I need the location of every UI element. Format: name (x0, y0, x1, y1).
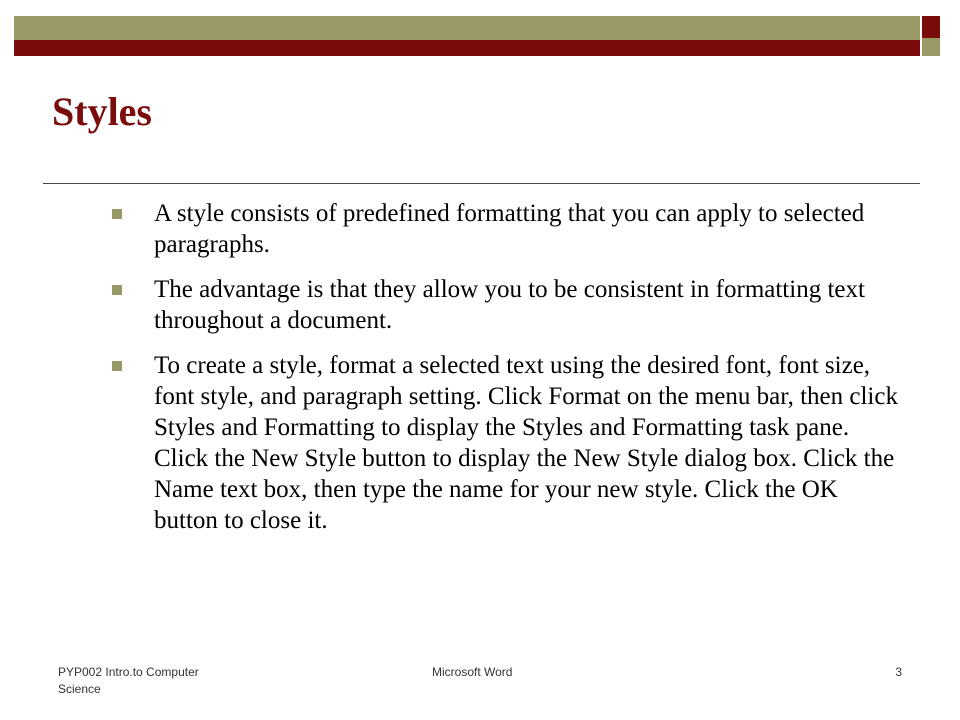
bullet-list (106, 198, 906, 550)
footer-topic: Microsoft Word (432, 665, 513, 679)
square-bullet-icon (112, 209, 122, 219)
header-band-red (14, 40, 920, 56)
corner-square-olive (922, 38, 940, 56)
header-band-olive (14, 16, 920, 42)
bullet-text: The advantage is that they allow you to be consistent in formatting text throughout a document. (154, 276, 865, 334)
title-divider (43, 183, 920, 184)
slide-number: 3 (895, 665, 902, 679)
bullet-item (106, 350, 906, 536)
bullet-item (106, 274, 906, 336)
square-bullet-icon (112, 361, 122, 371)
corner-square-red (922, 16, 940, 38)
slide-title: Styles (52, 89, 152, 134)
bullet-item (106, 198, 906, 260)
square-bullet-icon (112, 285, 122, 295)
bullet-text: A style consists of predefined formatting that you can apply to selected paragraphs. (154, 200, 865, 258)
footer-course: PYP002 Intro.to Computer Science (58, 665, 199, 696)
bullet-text: To create a style, format a selected text using the desired font, font size, font style, and paragraph setting. Click Format on the menu bar, then click Styles and Formatting to display the Styles and Formatting task pane. Click the New Style button to display the New Style dialog box. Click the Name text box, then type the name for your new style. Click the OK button to close it. (154, 352, 898, 534)
